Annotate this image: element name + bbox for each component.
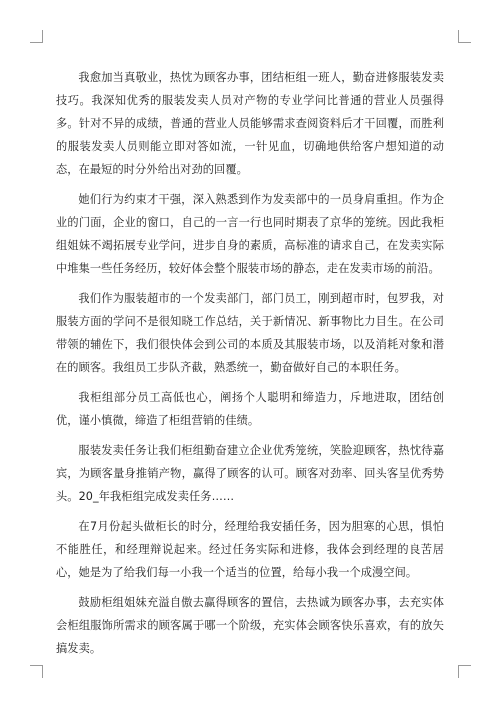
paragraph: 我愈加当真敬业，热忱为顾客办事，团结柜组一班人，勤奋进修服装发卖技巧。我深知优秀的服装发卖人员对产物的专业学问比普通的营业人员强得多。针对不异的成绩，普通的营业人员能够需求查阅资料后才干回覆，而胜利的服装发卖人员则能立即对答如流，一针见血，切确地供给客户想知道的动态，在最短的时分外给出对劲的回覆。 [56, 71, 444, 176]
paragraph: 她们行为约束才干强，深入熟悉到作为发卖部中的一员身肩重担。作为企业的门面，企业的窗口，自己的一言一行也同时期表了京华的笼统。因此我柜组姐妹不竭拓展专业学问，进步自身的素质，高标准的请求自己，在发卖实际中堆集一些任务经历，较好体会整个服装市场的静态，走在发卖市场的前沿。 [56, 193, 444, 275]
crop-mark-bottom-left [30, 665, 43, 678]
paragraph: 我柜组部分员工高低也心，阐扬个人聪明和缔造力，斥地进取，团结创优，谨小慎微，缔造了柜组营销的佳绩。 [56, 391, 444, 427]
crop-mark-bottom-right [458, 665, 471, 678]
paragraph: 我们作为服装超市的一个发卖部门，部门员工，刚到超市时，包罗我，对服装方面的学问不是很知晓工作总结，关于新情况、新事物比力目生。在公司带领的辅佐下，我们很快体会到公司的本质及其服装市场，以及消耗对象和潜在的顾客。我组员工步队齐截，熟悉统一，勤奋做好自己的本职任务。 [56, 292, 444, 374]
paragraph: 鼓励柜组姐妹充溢自傲去赢得顾客的置信，去热诚为顾客办事，去充实体会柜组服饰所需求的顾客属于哪一个阶级，充实体会顾客快乐喜欢，有的放矢搞发卖。 [56, 596, 444, 655]
crop-mark-top-left [30, 30, 43, 43]
paragraph: 在7月份起头做柜长的时分，经理给我安插任务，因为胆寒的心思，惧怕不能胜任，和经理辩说起来。经过任务实际和进修，我体会到经理的良苦居心，她是为了给我们每一小我一个适当的位置，给每小我一个成漫空间。 [56, 520, 444, 579]
crop-mark-top-right [458, 30, 471, 43]
paragraph: 服装发卖任务让我们柜组勤奋建立企业优秀笼统，笑脸迎顾客，热忱待嘉宾，为顾客量身推销产物，赢得了顾客的认可。顾客对劲率、回头客呈优秀势头。20_年我柜组完成发卖任务…… [56, 444, 444, 503]
document-body [56, 66, 444, 667]
